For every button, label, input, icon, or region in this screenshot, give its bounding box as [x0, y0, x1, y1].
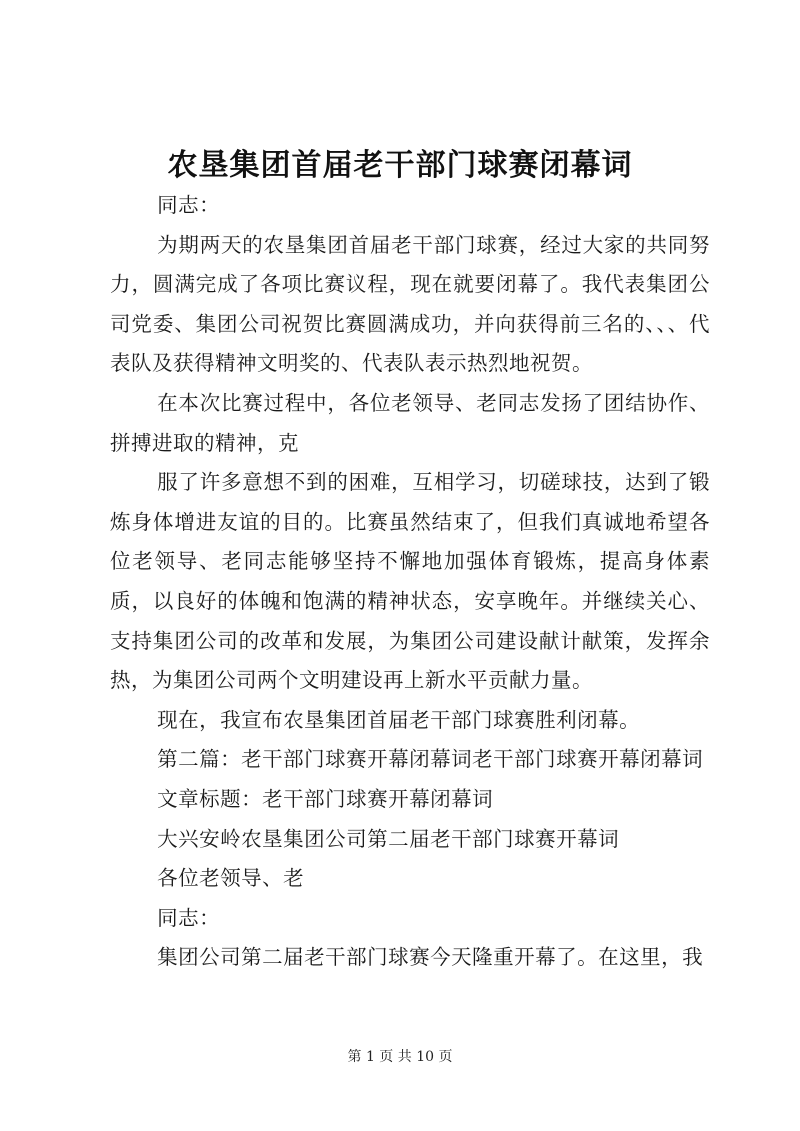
paragraph-declaration: 现在，我宣布农垦集团首届老干部门球赛胜利闭幕。: [157, 707, 641, 732]
paragraph-greeting: 各位老领导、老: [157, 866, 305, 891]
paragraph-salutation: 同志：: [157, 193, 221, 217]
paragraph-opening-2: 集团公司第二届老干部门球赛今天隆重开幕了。在这里，我: [157, 945, 704, 970]
page-footer: 第 1 页 共 10 页: [347, 1049, 453, 1065]
paragraph-speech-heading: 大兴安岭农垦集团公司第二届老干部门球赛开幕词: [157, 826, 620, 851]
paragraph-opening: 为期两天的农垦集团首届老干部门球赛，经过大家的共同努力，圆满完成了各项比赛议程，现在就要闭幕了。我代表集团公司党委、集团公司祝贺比赛圆满成功，并向获得前三名的、、、代表队及获得精神文明奖的、代表队表示热烈地祝贺。: [110, 232, 710, 376]
paragraph-hopes: 服了许多意想不到的困难，互相学习，切磋球技，达到了锻炼身体增进友谊的目的。比赛虽然结束了，但我们真诚地希望各位老领导、老同志能够坚持不懈地加强体育锻炼，提高身体素质，以良好的体魄和饱满的精神状态，安享晚年。并继续关心、支持集团公司的改革和发展，为集团公司建设献计献策，发挥余热，为集团公司两个文明建设再上新水平贡献力量。: [110, 470, 710, 693]
paragraph-second-title: 第二篇：老干部门球赛开幕闭幕词老干部门球赛开幕闭幕词: [157, 747, 704, 772]
paragraph-spirit: 在本次比赛过程中，各位老领导、老同志发扬了团结协作、拼搏进取的精神，克: [110, 390, 710, 455]
paragraph-article-title: 文章标题：老干部门球赛开幕闭幕词: [157, 786, 494, 811]
document-title: 农垦集团首届老干部门球赛闭幕词: [167, 148, 633, 183]
document-body: [110, 186, 710, 978]
paragraph-salutation-2: 同志：: [157, 905, 221, 930]
